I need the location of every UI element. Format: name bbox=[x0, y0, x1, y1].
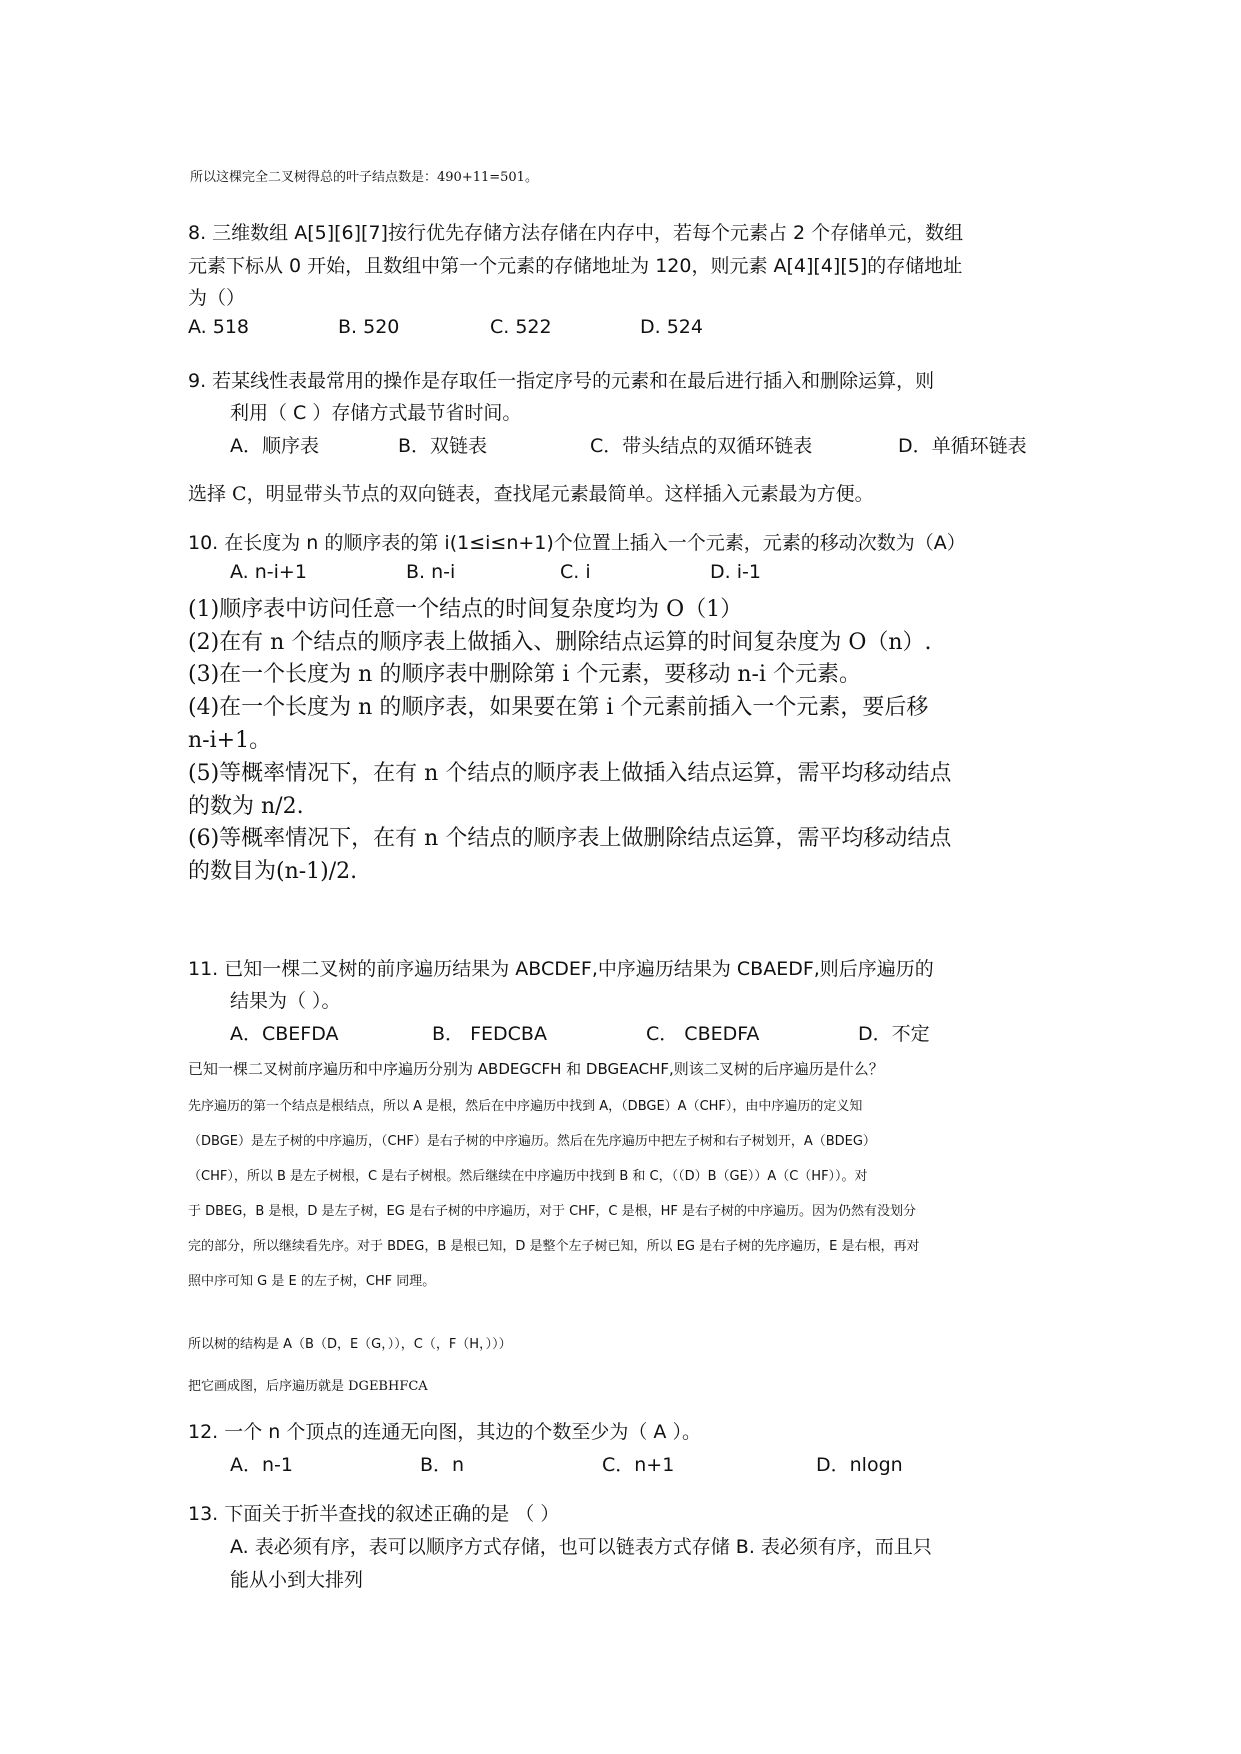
q8-option-d: D. 524 bbox=[640, 316, 703, 338]
q12-line1: 12. 一个 n 个顶点的连通无向图，其边的个数至少为（ A ）。 bbox=[188, 1421, 701, 1443]
q10-note-5: (5)等概率情况下，在有 n 个结点的顺序表上做插入结点运算，需平均移动结点 bbox=[188, 761, 952, 786]
q13-line1: 13. 下面关于折半查找的叙述正确的是 （ ） bbox=[188, 1503, 560, 1525]
q9-explanation: 选择 C，明显带头节点的双向链表，查找尾元素最简单。这样插入元素最为方便。 bbox=[188, 483, 874, 505]
q12-options bbox=[0, 1450, 1241, 1480]
q10-note-1: (1)顺序表中访问任意一个结点的时间复杂度均为 O（1） bbox=[188, 597, 743, 622]
q12-option-a: A．n-1 bbox=[230, 1454, 293, 1476]
q12-option-c: C．n+1 bbox=[602, 1454, 675, 1476]
q8-option-a: A. 518 bbox=[188, 316, 250, 338]
q9-line2: 利用（ C ）存储方式最节省时间。 bbox=[230, 402, 522, 424]
q9-options bbox=[0, 431, 1241, 461]
q13-line2: A. 表必须有序，表可以顺序方式存储，也可以链表方式存储 B. 表必须有序，而且只 bbox=[230, 1536, 932, 1558]
q9-option-c: C．带头结点的双循环链表 bbox=[590, 435, 813, 457]
q12-option-d: D．nlogn bbox=[816, 1454, 903, 1476]
q11-conclusion: 把它画成图，后序遍历就是 DGEBHFCA bbox=[188, 1379, 428, 1394]
q11-explanation-5: 完的部分，所以继续看先序。对于 BDEG，B 是根已知，D 是整个左子树已知，所以 EG 是右子树的先序遍历，E 是右根，再对 bbox=[188, 1239, 920, 1254]
q11-tree-structure: 所以树的结构是 A（B（D，E（G，）），C（，F（H，））） bbox=[188, 1337, 512, 1352]
q11-option-d: D．不定 bbox=[858, 1023, 930, 1045]
q8-options bbox=[0, 316, 1241, 346]
q11-explanation-3: （CHF），所以 B 是左子树根，C 是右子树根。然后继续在中序遍历中找到 B 和 C，（（D）B（GE））A（C（HF））。对 bbox=[188, 1169, 868, 1184]
q11-explanation-4: 于 DBEG，B 是根，D 是左子树，EG 是右子树的中序遍历，对于 CHF，C 是根，HF 是右子树的中序遍历。因为仍然有没划分 bbox=[188, 1204, 917, 1219]
q11-options bbox=[0, 1019, 1241, 1049]
q11-line1: 11. 已知一棵二叉树的前序遍历结果为 ABCDEF,中序遍历结果为 CBAEDF,则后序遍历的 bbox=[188, 958, 934, 980]
q11-option-c: C． CBEDFA bbox=[646, 1023, 760, 1045]
q11-explanation-2: （DBGE）是左子树的中序遍历，（CHF）是右子树的中序遍历。然后在先序遍历中把左子树和右子树划开，A（BDEG） bbox=[188, 1134, 876, 1149]
q10-note-2: (2)在有 n 个结点的顺序表上做插入、删除结点运算的时间复杂度为 O（n）. bbox=[188, 630, 932, 655]
q8-line2: 元素下标从 0 开始，且数组中第一个元素的存储地址为 120，则元素 A[4][4][5]的存储地址 bbox=[188, 255, 963, 277]
q8-line1: 8. 三维数组 A[5][6][7]按行优先存储方法存储在内存中，若每个元素占 2 个存储单元，数组 bbox=[188, 222, 964, 244]
q10-option-c: C. i bbox=[560, 561, 591, 583]
q11-explanation-6: 照中序可知 G 是 E 的左子树，CHF 同理。 bbox=[188, 1274, 436, 1289]
q10-note-4: (4)在一个长度为 n 的顺序表，如果要在第 i 个元素前插入一个元素，要后移 bbox=[188, 695, 929, 720]
q12-option-b: B．n bbox=[420, 1454, 465, 1476]
q13-line3: 能从小到大排列 bbox=[230, 1569, 364, 1591]
q11-line2: 结果为（ ）。 bbox=[230, 990, 341, 1012]
q9-line1: 9. 若某线性表最常用的操作是存取任一指定序号的元素和在最后进行插入和删除运算，则 bbox=[188, 370, 935, 392]
q10-note-6-cont: 的数目为(n-1)/2. bbox=[188, 859, 358, 884]
q11-option-b: B． FEDCBA bbox=[432, 1023, 547, 1045]
q10-option-b: B. n-i bbox=[406, 561, 456, 583]
q8-option-b: B. 520 bbox=[338, 316, 400, 338]
q10-note-3: (3)在一个长度为 n 的顺序表中删除第 i 个元素，要移动 n-i 个元素。 bbox=[188, 662, 861, 687]
q10-note-6: (6)等概率情况下，在有 n 个结点的顺序表上做删除结点运算，需平均移动结点 bbox=[188, 826, 952, 851]
q10-line1: 10. 在长度为 n 的顺序表的第 i(1≤i≤n+1)个位置上插入一个元素，元素的移动次数为（A） bbox=[188, 532, 966, 554]
top-note: 所以这棵完全二叉树得总的叶子结点数是：490+11=501。 bbox=[190, 170, 538, 185]
q10-option-d: D. i-1 bbox=[710, 561, 761, 583]
q10-option-a: A. n-i+1 bbox=[230, 561, 307, 583]
q9-option-a: A．顺序表 bbox=[230, 435, 319, 457]
q11-example-question: 已知一棵二叉树前序遍历和中序遍历分别为 ABDEGCFH 和 DBGEACHF,则该二叉树的后序遍历是什么？ bbox=[188, 1060, 884, 1078]
q11-option-a: A．CBEFDA bbox=[230, 1023, 339, 1045]
q9-option-b: B．双链表 bbox=[398, 435, 488, 457]
q8-line3: 为（） bbox=[188, 287, 246, 309]
q10-note-4-cont: n-i+1。 bbox=[188, 728, 272, 753]
q10-note-5-cont: 的数为 n/2. bbox=[188, 794, 304, 819]
q11-explanation-1: 先序遍历的第一个结点是根结点，所以 A 是根，然后在中序遍历中找到 A，（DBGE）A（CHF），由中序遍历的定义知 bbox=[188, 1099, 863, 1114]
q8-option-c: C. 522 bbox=[490, 316, 552, 338]
q10-options bbox=[0, 561, 1241, 591]
q9-option-d: D．单循环链表 bbox=[898, 435, 1027, 457]
